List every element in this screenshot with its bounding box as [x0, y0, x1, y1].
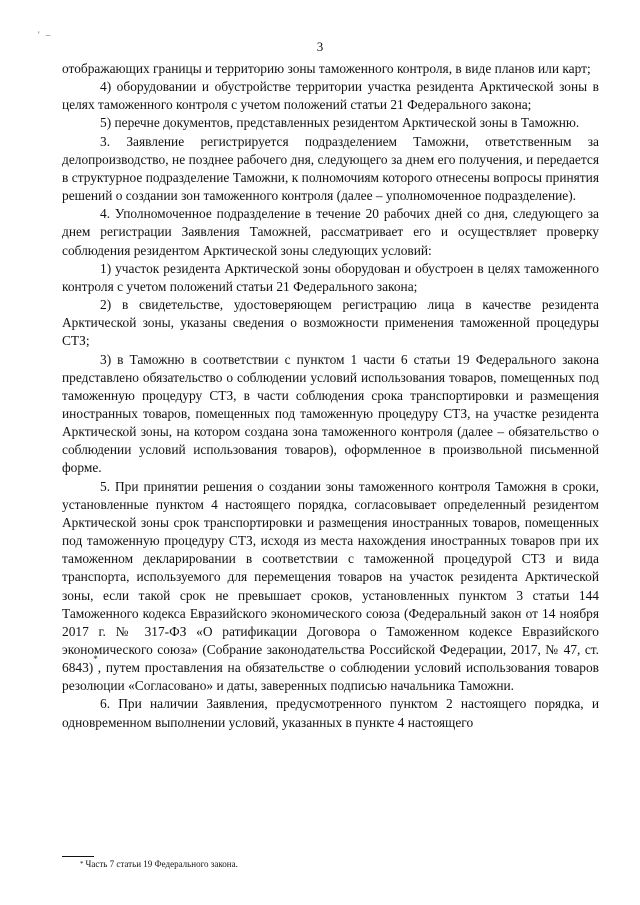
paragraph-3: 3. Заявление регистрируется подразделением Таможни, ответственным за делопроизводство, не позднее рабочего дня, следующего за днем его получения, и передается в структурное подразделение Таможни, к полномочиям которого отнесены вопросы принятия решений о создании зон таможенного контроля (далее – уполномоченное подразделение). [62, 133, 599, 204]
paragraph-5 [62, 478, 599, 696]
list-item-5: 5) перечне документов, представленных резидентом Арктической зоны в Таможню. [100, 115, 580, 131]
paragraph-6: 6. При наличии Заявления, предусмотренного пунктом 2 настоящего порядка, и одновременном выполнении условий, указанных в пункте 4 настоящего [62, 696, 599, 730]
paragraph-5-tail: , путем проставления на обязательстве о соблюдении условий использования товаров резолюции «Согласовано» и даты, заверенных подписью начальника Таможни. [62, 660, 599, 694]
list-item-4: 4) оборудовании и обустройстве территории участка резидента Арктической зоны в целях таможенного контроля с учетом положений статьи 21 Федерального закона; [62, 79, 599, 113]
condition-3: 3) в Таможню в соответствии с пунктом 1 части 6 статьи 19 Федерального закона представлено обязательство о соблюдении условий использования товаров, помещенных под таможенную процедуру СТЗ, в части соблюдения срока транспортировки и размещения иностранных товаров, помещенных под таможенную процедуру СТЗ, на участке резидента Арктической зоны, на котором создана зона таможенного контроля (далее – обязательство о соблюдении условий использования товаров), оформленное в произвольной письменной форме. [62, 351, 599, 476]
page-number: 3 [316, 39, 324, 54]
footnote-divider [62, 856, 94, 857]
condition-1: 1) участок резидента Арктической зоны оборудован и обустроен в целях таможенного контроля с учетом положений статьи 21 Федерального закона; [62, 260, 599, 294]
footnote [80, 859, 238, 870]
paragraph-4: 4. Уполномоченное подразделение в течение 20 рабочих дней со дня, следующего за днем регистрации Заявления Таможней, рассматривает его и осуществляет проверку соблюдения резидентом Арктической зоны следующих условий: [62, 206, 599, 258]
footnote-marker: * [80, 860, 84, 868]
condition-2: 2) в свидетельстве, удостоверяющем регистрацию лица в качестве резидента Арктической зоны, указаны сведения о возможности применения таможенной процедуры СТЗ; [62, 297, 599, 349]
footnote-reference: * [93, 654, 98, 665]
paragraph-5-text: 5. При принятии решения о создании зоны таможенного контроля Таможня в сроки, установленные пунктом 4 настоящего порядка, согласовывает определенный резидентом Арктической зоны срок транспортировки и размещения иностранных товаров, помещенных под таможенную процедуру СТЗ, исходя из места нахождения иностранных товаров при их таможенном декларировании в соответствии с таможенной процедурой СТЗ и вида транспорта, используемого для перемещения товаров на участок резидента Арктической зоны, если такой срок не превышает сроков, установленных пунктом 3 статьи 144 Таможенного кодекса Евразийского экономического союза (Федеральный закон от 14 ноября 2017 г. № 317-ФЗ «О ратификации Договора о Таможенном кодексе Евразийского экономического союза» (Собрание законодательства Российской Федерации, 2017, № 47, ст. 6843) [62, 478, 599, 676]
scan-artifact: ' – [38, 30, 53, 40]
paragraph-continuation: отображающих границы и территорию зоны таможенного контроля, в виде планов или карт; [62, 61, 591, 76]
footnote-text: Часть 7 статьи 19 Федерального закона. [85, 859, 238, 869]
document-body [62, 60, 599, 732]
